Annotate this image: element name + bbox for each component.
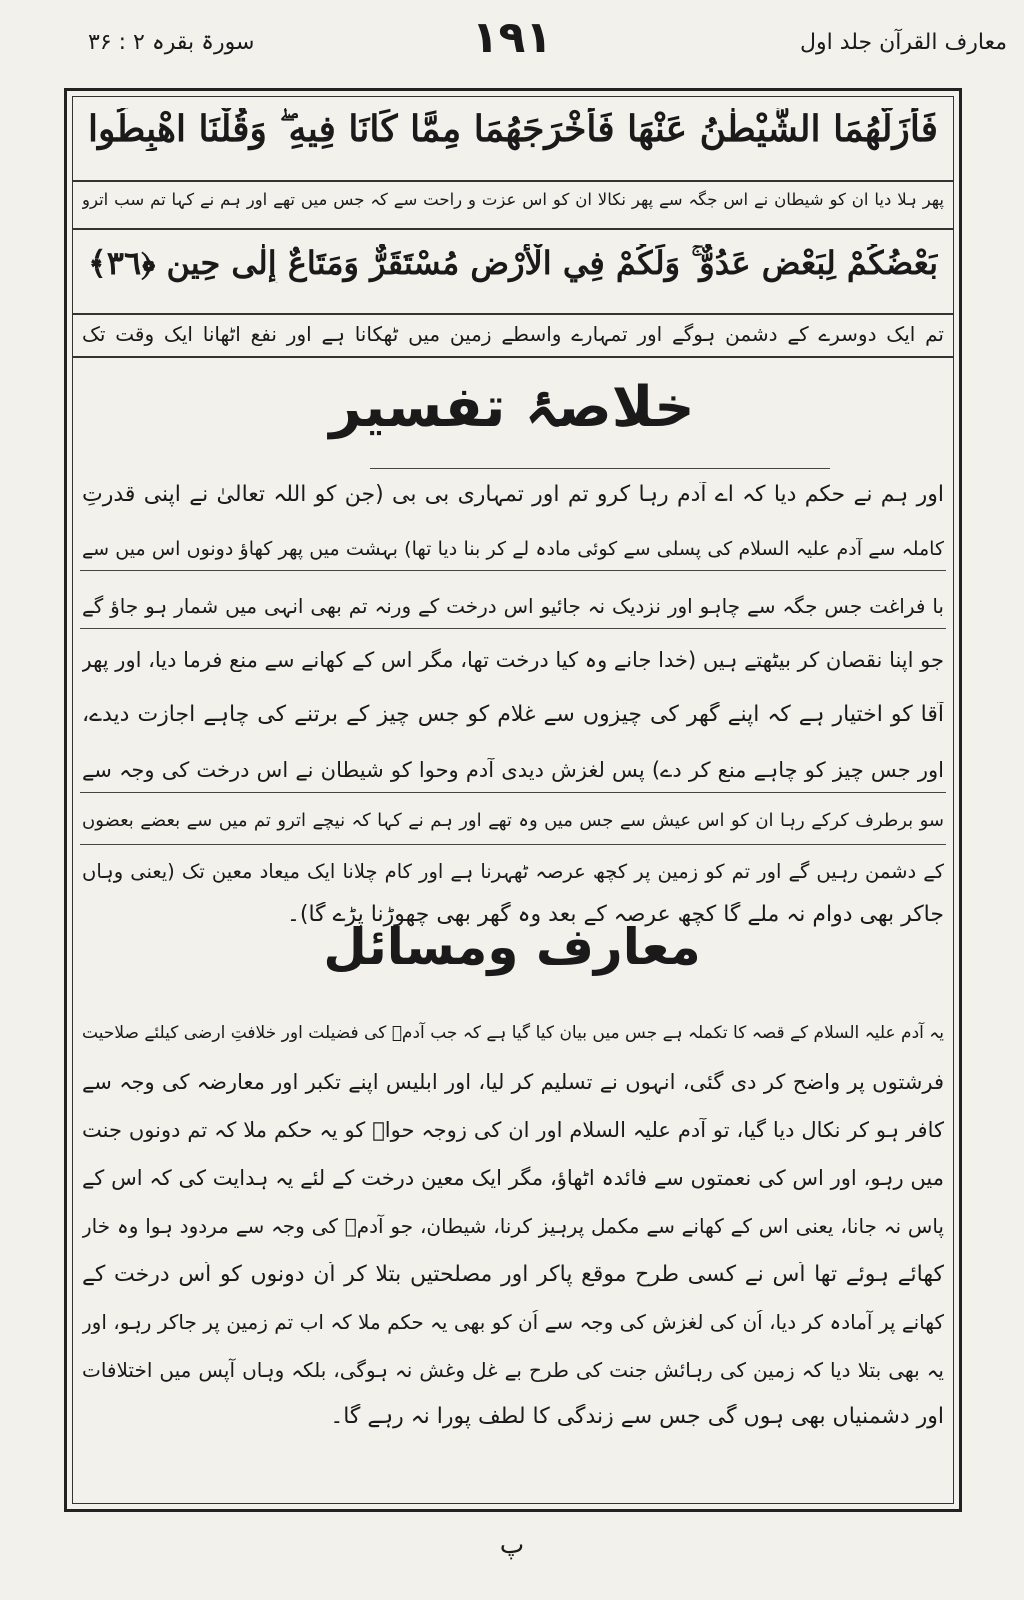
- underline: [370, 468, 830, 469]
- page-number: ۱۹۱: [471, 12, 553, 63]
- text-line: فرشتوں پر واضح کر دی گئی، انہوں نے تسلیم کر لیا، اور ابلیس اپنے تکبر اور معارضہ کی وجہ سے: [82, 1070, 944, 1094]
- verse-arabic-1: فَأَزَلَّهُمَا الشَّيْطٰنُ عَنْهَا فَأَخْرَجَهُمَا مِمَّا كَانَا فِيهِ ۖ وَقُلْنَا اهْبِطُوا: [88, 108, 938, 150]
- text-line: کھائے ہوئے تھا اُس نے کسی طرح موقع پاکر اور مصلحتیں بتلا کر اُن دونوں کو اُس درخت کے: [82, 1262, 944, 1287]
- text-line: با فراغت جس جگہ سے چاہو اور نزدیک نہ جائیو اس درخت کے ورنہ تم بھی انہی میں شمار ہو جاؤ گے: [82, 594, 944, 618]
- book-title: معارف القرآن جلد اول: [800, 30, 1008, 55]
- underline: [80, 628, 946, 629]
- text-line: کاملہ سے آدم علیہ السلام کی پسلی سے کوئی مادہ لے کر بنا دیا تھا) بہشت میں پھر کھاؤ دونوں اس میں سے: [82, 538, 944, 560]
- verse-translation-2: تم ایک دوسرے کے دشمن ہوگے اور تمہارے واسطے زمین میں ٹھکانا ہے اور نفع اٹھانا ایک وقت تک: [82, 322, 944, 346]
- text-line: اور ہم نے حکم دیا کہ اے آدم رہا کرو تم اور تمہاری بی بی (جن کو اللہ تعالیٰ نے اپنی قدرتِ: [82, 482, 944, 507]
- text-line: یہ بھی بتلا دیا کہ زمین کی رہائش جنت کی طرح بے غل وغش نہ ہوگی، بلکہ وہاں آپس میں اختلافات: [82, 1358, 944, 1382]
- text-line: اور دشمنیاں بھی ہوں گی جس سے زندگی کا لطف پورا نہ رہے گا۔: [330, 1404, 944, 1429]
- text-line: پاس نہ جانا، یعنی اس کے کھانے سے مکمل پرہیز کرنا، شیطان، جو آدمؑ کی وجہ سے مردود ہوا وہ خار: [82, 1214, 944, 1238]
- underline: [80, 570, 946, 571]
- signature-mark: پ: [499, 1530, 525, 1560]
- divider: [72, 356, 954, 358]
- verse-arabic-2: بَعْضُكُمْ لِبَعْضٍ عَدُوٌّ ۚ وَلَكُمْ فِي الْأَرْضِ مُسْتَقَرٌّ وَمَتَاعٌ إِلٰى حِينٍ ﴿٣٦﴾: [88, 244, 938, 282]
- text-line: کے دشمن رہیں گے اور تم کو زمین پر کچھ عرصہ ٹھہرنا ہے اور کام چلانا ایک میعاد معین تک (یعنی وہاں: [82, 860, 944, 883]
- divider: [72, 313, 954, 315]
- text-line: جو اپنا نقصان کر بیٹھتے ہیں (خدا جانے وہ کیا درخت تھا، مگر اس کے کھانے سے منع فرما دیا، اور پھر: [82, 648, 944, 672]
- masail-heading: معارف ومسائل: [323, 918, 701, 976]
- page-frame-inner: [72, 96, 954, 1504]
- divider: [72, 180, 954, 182]
- text-line: یہ آدم علیہ السلام کے قصہ کا تکملہ ہے جس میں بیان کیا گیا ہے کہ جب آدمؑ کی فضیلت اور خلافتِ ارضی کیلئے صلاحیت: [82, 1023, 944, 1043]
- text-line: آقا کو اختیار ہے کہ اپنے گھر کی چیزوں سے غلام کو جس چیز کے برتنے کی چاہے اجازت دیدے،: [82, 702, 944, 727]
- text-line: کافر ہو کر نکال دیا گیا، تو آدم علیہ السلام اور ان کی زوجہ حواؑ کو یہ حکم ملا کہ تم دونوں جنت: [82, 1118, 944, 1142]
- underline: [80, 844, 946, 845]
- tafsir-heading: خلاصۂ تفسیر: [329, 375, 695, 440]
- divider: [72, 228, 954, 230]
- verse-translation-1: پھر ہلا دیا ان کو شیطان نے اس جگہ سے پھر نکالا ان کو اس عزت و راحت سے کہ جس میں تھے اور ہم نے کہا تم سب اترو: [82, 190, 944, 209]
- text-line: میں رہو، اور اس کی نعمتوں سے فائدہ اٹھاؤ، مگر ایک معین درخت کے لئے یہ ہدایت کی کہ اس کے: [82, 1166, 944, 1190]
- underline: [80, 792, 946, 793]
- text-line: جاکر بھی دوام نہ ملے گا کچھ عرصہ کے بعد وہ گھر بھی چھوڑنا پڑے گا)۔: [286, 902, 944, 927]
- surah-reference: سورۃ بقرہ ۲ : ۳۶: [88, 30, 255, 55]
- text-line: کھانے پر آمادہ کر دیا، اُن کی لغزش کی وجہ سے اُن کو بھی یہ حکم ملا کہ اب تم زمین پر جاکر رہو، اور: [82, 1310, 944, 1334]
- text-line: سو برطرف کرکے رہا ان کو اس عیش سے جس میں وہ تھے اور ہم نے کہا کہ نیچے اترو تم میں سے بعضے بعضوں: [82, 810, 944, 831]
- text-line: اور جس چیز کو چاہے منع کر دے) پس لغزش دیدی آدم وحوا کو شیطان نے اس درخت کی وجہ سے: [82, 758, 944, 782]
